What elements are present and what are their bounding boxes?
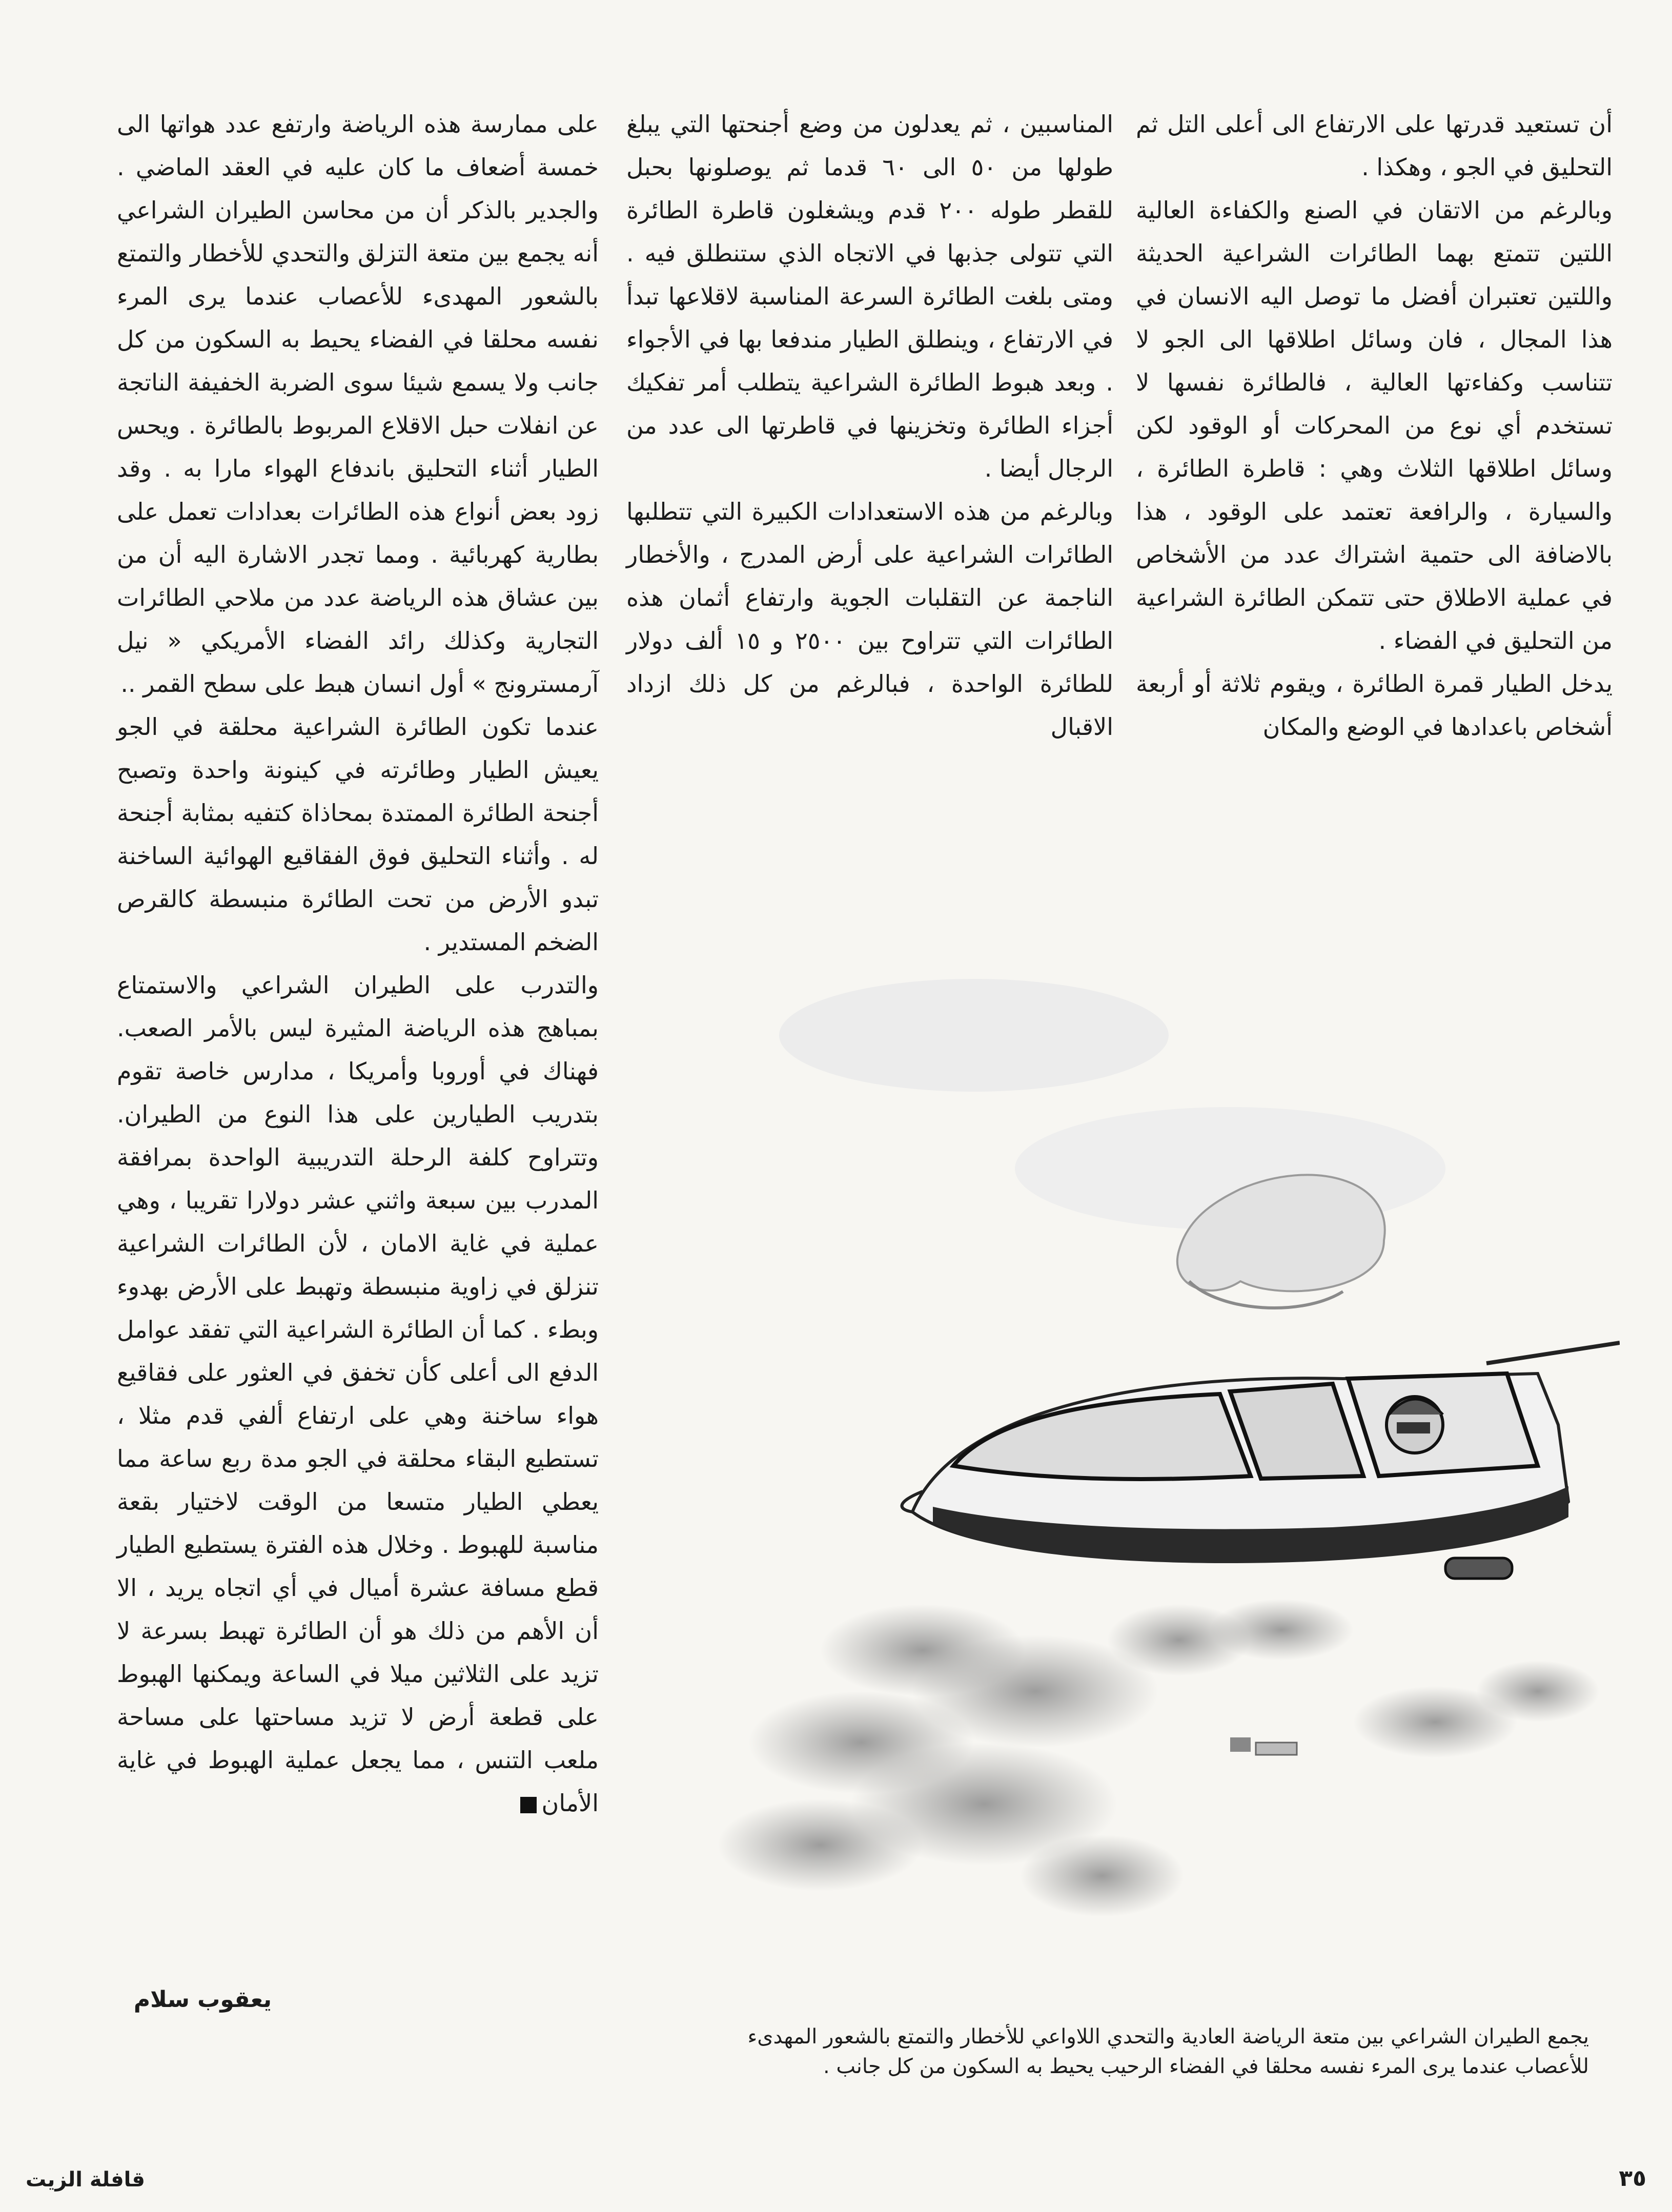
glider-skid: [1445, 1558, 1512, 1579]
paragraph: أن تستعيد قدرتها على الارتفاع الى أعلى التل ثم التحليق في الجو ، وهكذا .: [1136, 110, 1613, 181]
sky-wash: [779, 979, 1169, 1092]
paragraph: المناسبين ، ثم يعدلون من وضع أجنحتها التي يبلغ طولها من ٥٠ الى ٦٠ قدما ثم يوصلونها بحبل للقطر طوله ٢٠٠ قدم ويشغلون قاطرة الطائرة التي تتولى جذبها في الاتجاه الذي ستنطلق فيه . ومتى بلغت الطائرة السرعة المناسبة لاقلاعها تبدأ في الارتفاع ، وينطلق الطيار مندفعا بها في الأجواء . وبعد هبوط الطائرة الشراعية يتطلب أمر تفكيك أجزاء الطائرة وتخزينها في قاطرتها الى عدد من الرجال أيضا .: [626, 110, 1113, 482]
end-of-article-mark: [520, 1797, 537, 1813]
paragraph: وبالرغم من هذه الاستعدادات الكبيرة التي تتطلبها الطائرات الشراعية على أرض المدرج ، والأخطار الناجمة عن التقلبات الجوية وارتفاع أثمان هذه الطائرات التي تتراوح بين ٢٥٠٠ و ١٥ ألف دولار للطائرة الواحدة ، فبالرغم من كل ذلك ازداد الاقبال: [626, 498, 1113, 741]
paragraph: وبالرغم من الاتقان في الصنع والكفاءة العالية اللتين تتمتع بهما الطائرات الشراعية الحديثة واللتين تعتبران أفضل ما توصل اليه الانسان في هذا المجال ، فان وسائل اطلاقها الى الجو لا تتناسب وكفاءتها العالية ، فالطائرة نفسها لا تستخدم أي نوع من المحركات أو الوقود لكن وسائل اطلاقها الثلاث وهي : قاطرة الطائرة ، والسيارة ، والرافعة تعتمد على الوقود ، هذا بالاضافة الى حتمية اشتراك عدد من الأشخاص في عملية الاطلاق حتى تتمكن الطائرة الشراعية من التحليق في الفضاء .: [1136, 196, 1613, 654]
page-number: ٣٥: [1619, 2165, 1646, 2191]
paragraph: على ممارسة هذه الرياضة وارتفع عدد هواتها الى خمسة أضعاف ما كان عليه في العقد الماضي . والجدير بالذكر أن من محاسن الطيران الشراعي أنه يجمع بين متعة التزلق والتحدي للأخطار والتمتع بالشعور المهدىء للأعصاب عندما يرى المرء نفسه محلقا في الفضاء يحيط به السكون من كل جانب ولا يسمع شيئا سوى الضربة الخفيفة الناتجة عن انفلات حبل الاقلاع المربوط بالطائرة . ويحس الطيار أثناء التحليق باندفاع الهواء مارا به . وقد زود بعض أنواع هذه الطائرات بعدادات تعمل على بطارية كهربائية . ومما تجدر الاشارة اليه أن من بين عشاق هذه الرياضة عدد من ملاحي الطائرات التجارية وكذلك رائد الفضاء الأمريكي « نيل آرمسترونج » أول انسان هبط على سطح القمر ..: [117, 110, 599, 698]
caption-line: يجمع الطيران الشراعي بين متعة الرياضة العادية والتحدي اللاواعي للأخطار والتمتع بالشعور المهدىء: [747, 2025, 1589, 2049]
paragraph: [117, 964, 599, 1825]
glider-illustration: [666, 974, 1620, 1973]
article-column-left: [117, 103, 599, 1825]
glider-cockpit: [902, 1343, 1620, 1579]
magazine-name: قافلة الزيت: [26, 2168, 145, 2191]
pilot-goggles: [1397, 1422, 1430, 1433]
paragraph: عندما تكون الطائرة الشراعية محلقة في الجو يعيش الطيار وطائرته في كينونة واحدة وتصبح أجنحة الطائرة الممتدة بمحاذاة كتفيه بمثابة أجنحة له . وأثناء التحليق فوق الفقاقيع الهوائية الساخنة تبدو الأرض من تحت الطائرة منبسطة كالقرص الضخم المستدير .: [117, 713, 599, 956]
article-column-right: [1136, 103, 1613, 748]
author-byline: يعقوب سلام: [133, 1986, 272, 2013]
paragraph: يدخل الطيار قمرة الطائرة ، ويقوم ثلاثة أو أربعة أشخاص باعدادها في الوضع والمكان: [1136, 670, 1613, 741]
article-column-middle: [626, 103, 1113, 748]
clouds-below: [718, 1599, 1599, 1917]
illustration-caption: [677, 2022, 1589, 2081]
paragraph-text: والتدرب على الطيران الشراعي والاستمتاع بمباهج هذه الرياضة المثيرة ليس بالأمر الصعب. فهناك في أوروبا وأمريكا ، مدارس خاصة تقوم بتدريب الطيارين على هذا النوع من الطيران. وتتراوح كلفة الرحلة التدريبية الواحدة بمرافقة المدرب بين سبعة واثني عشر دولارا تقريبا ، وهي عملية في غاية الامان ، لأن الطائرات الشراعية تنزلق في زاوية منبسطة وتهبط على الأرض بهدوء وبطء . كما أن الطائرة الشراعية التي تفقد عوامل الدفع الى أعلى كأن تخفق في العثور على فقاقيع هواء ساخنة وهي على ارتفاع ألفي قدم مثلا ، تستطيع البقاء محلقة في الجو مدة ربع ساعة مما يعطي الطيار متسعا من الوقت لاختيار بقعة مناسبة للهبوط . وخلال هذه الفترة يستطيع الطيار قطع مسافة عشرة أميال في أي اتجاه يريد ، الا أن الأهم من ذلك هو أن الطائرة تهبط بسرعة لا تزيد على الثلاثين ميلا في الساعة ويمكنها الهبوط على قطعة أرض لا تزيد مساحتها على مساحة ملعب التنس ، مما يجعل عملية الهبوط في غاية الأمان: [117, 971, 599, 1817]
caption-line: للأعصاب عندما يرى المرء نفسه محلقا في الفضاء الرحيب يحيط به السكون من كل جانب .: [823, 2055, 1589, 2078]
farm-buildings: [1230, 1737, 1297, 1755]
